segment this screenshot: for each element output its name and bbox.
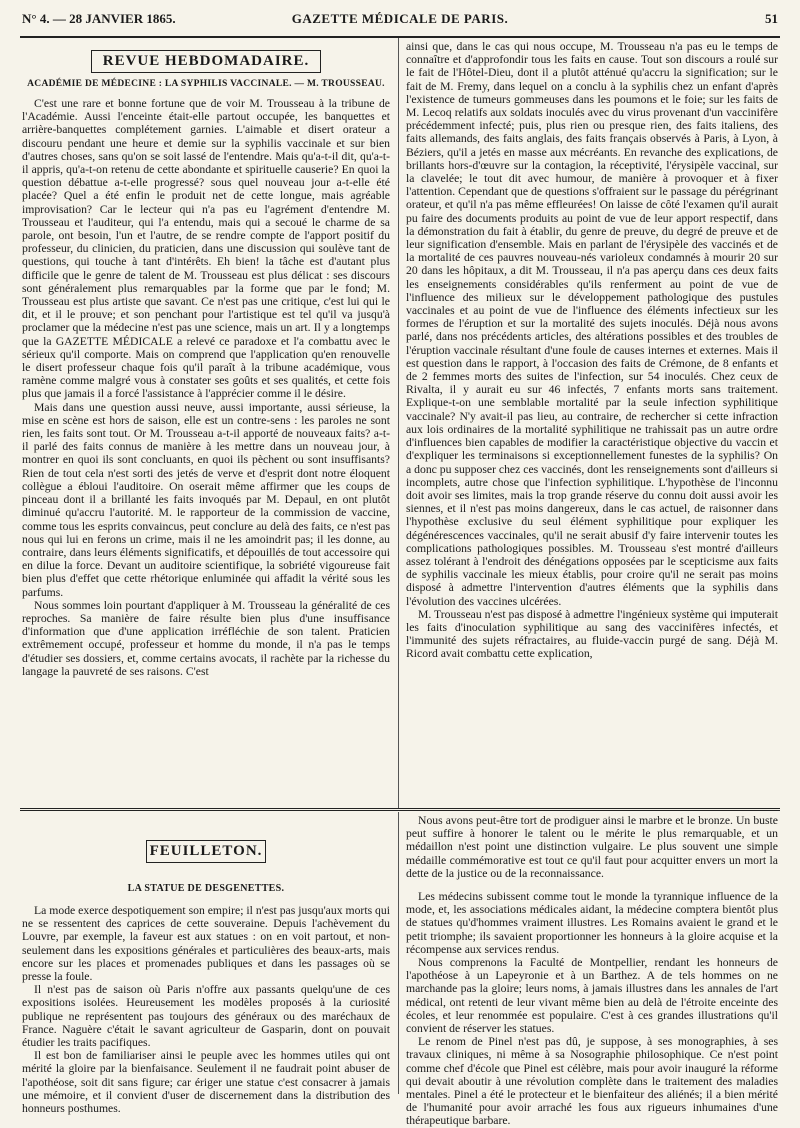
feuilleton-paragraph: Nous comprenons la Faculté de Montpellier, rendant les honneurs de l'apothéose à un Lapeyronie et à un Barthez. A de tels hommes on ne marchande pas la gloire; leurs noms, à jamais illustres dans les annales de l'art médical, ont retenti de leur vivant même bien au delà de l'étroite enceinte des écoles, et leur renommée est populaire. C'est à ces grandes illustrations qu'il convient de réserver les statues. xyxy=(406,956,778,1036)
feuilleton-paragraph: Il n'est pas de saison où Paris n'offre aux passants quelqu'une de ces expositions isolées. Heureusement les modèles proposés à la curiosité publique ne représentent pas toujours des généraux ou des maréchaux de France. Naguère c'était le savant agriculteur de Gasparin, dont on pouvait étudier les traits pacifiques. xyxy=(22,983,390,1050)
feuilleton-paragraph: Nous avons peut-être tort de prodiguer ainsi le marbre et le bronze. Un buste peut suffire à honorer le talent ou le mérite le plus remarquable, et un médaillon n'est point une distinction vulgaire. Le plus souvent une simple médaille commémorative est tout ce qu'il faut pour acquitter envers un mort la dette de la justice ou de la reconnaissance. xyxy=(406,814,778,880)
feuilleton-paragraph: La mode exerce despotiquement son empire; il n'est pas jusqu'aux morts qui ne se ressentent des caprices de cette souveraine. Depuis l'achèvement du Louvre, par exemple, la faveur est aux statues : on en voit partout, et non-seulement dans les expositions générales et particulières des beaux-arts, mais encore sur les places et promenades publiques et dans les passages où se presse la foule. xyxy=(22,904,390,984)
feuilleton-separator-rule xyxy=(20,808,780,811)
revue-paragraph: C'est une rare et bonne fortune que de voir M. Trousseau à la tribune de l'Académie. Aussi l'enceinte était-elle partout occupée, les banquettes et arrière-banquettes complétement garnies. L'aimable et disert orateur a discouru pendant une heure et demie sur la syphilis vaccinale et sur bien d'autres choses, sans qu'on se soit lassé de l'entendre. Mais qu'a-t-il dit, qu'a-t-il appris, qu'a-t-on retenu de cette abondante et spirituelle causerie? En quoi la question débattue a-t-elle progressé? sous quel nouveau jour a-t-elle été placée? Quel a été enfin le produit net de cette longue, mais agréable improvisation? Car le lecteur qui n'a pas eu l'agrément d'entendre M. Trousseau et l'auditeur, qui l'a entendu, mais qui a secoué le charme de sa parole, ont besoin, l'un et l'autre, de se rendre compte de l'apport positif du professeur, du clinicien, du praticien, dans une discussion qui soulève tant de questions, qui touche à tant d'intérêts. Eh bien! la tâche est d'autant plus difficile que le genre de talent de M. Trousseau est plus délicat : ses discours sont généralement plus remarquables par la forme que par le fond; M. Trousseau est plus artiste que savant. Ce n'est pas une critique, c'est lui qui le dit, et il le prouve; et son penchant pour l'artistique est tel qu'il va jusqu'à proclamer que la médecine n'est pas une science, mais un art. Il y a longtemps que la GAZETTE MÉDICALE a relevé ce paradoxe et l'a combattu avec le sérieux qu'il comporte. Mais on comprend que l'application qu'en renouvelle le disert professeur chaque fois qu'il paraît à la tribune académique, vous ramène comme malgré vous à constater ses goûts et ses qualités, et cette fois plus que jamais il a forcé l'assistance à l'apprécier comme il le désire. xyxy=(22,97,390,401)
feuilleton-column-right xyxy=(406,814,778,1128)
revue-paragraph: Mais dans une question aussi neuve, aussi importante, aussi sérieuse, la mise en scène est hors de saison, elle est un contre-sens : les paroles ne sont rien, les faits sont tout. Or M. Trousseau a-t-il apporté de nouveaux faits? a-t-il parlé des faits connus de manière à les mettre dans un nouveau jour, à montrer en quoi ils sont concluants, en quoi ils pèchent ou sont insuffisants? Rien de tout cela n'est sorti des jetés de verve et d'esprit dont notre éloquent collègue a ébloui l'auditoire. On oserait même affirmer que les coups de pinceau dont il a brillanté les faits invoqués par M. Depaul, en ont plutôt diminué qu'accru l'autorité. M. le rapporteur de la commission de vaccine, comme tous les esprits convaincus, peut conclure au delà des faits, ce n'est pas nous qui lui en ferons un crime, mais il ne les amoindrit pas; il les donne, au contraire, dans leurs éléments significatifs, et dépouillés de tout accessoire qui en dilue la force. Devant un auditoire scientifique, la sobriété vigoureuse fait bien plus d'effet que cette rhétorique enluminée qui affadit la vérité sous les parfums. xyxy=(22,400,390,599)
feuilleton-paragraph: Il est bon de familiariser ainsi le peuple avec les hommes utiles qui ont mérité la gloire par la bienfaisance. Seulement il ne faudrait point abuser de l'apothéose, soit dit sans figure; car ériger une statue c'est consacrer à jamais une mémoire, et il convient d'user de discernement dans la distribution des honneurs posthumes. xyxy=(22,1049,390,1116)
column-divider-top xyxy=(398,38,399,808)
revue-title: REVUE HEBDOMADAIRE. xyxy=(91,50,321,73)
feuilleton-title: FEUILLETON. xyxy=(146,840,266,863)
feuilleton-paragraph: Le renom de Pinel n'est pas dû, je suppose, à ses monographies, à ses travaux cliniques, ni même à sa Nosographie philosophique. Ce n'est point comme chef d'école que Pinel est célèbre, mais pour avoir inauguré la réforme qui devait aboutir à une révolution complète dans le traitement des maladies mentales. Pinel a été le protecteur et le bienfaiteur des aliénés; il a bien mérité de l'humanité pour avoir arraché les fous aux rigueurs inhumaines d'une thérapeutique barbare. xyxy=(406,1035,778,1128)
page-header xyxy=(22,6,778,32)
revue-subheading: ACADÉMIE DE MÉDECINE : LA SYPHILIS VACCINALE. — M. TROUSSEAU. xyxy=(27,79,385,89)
feuilleton-heading: LA STATUE DE DESGENETTES. xyxy=(127,883,285,894)
revue-column-left xyxy=(22,40,390,804)
header-rule xyxy=(20,36,780,38)
revue-paragraph: Nous sommes loin pourtant d'appliquer à M. Trousseau la généralité de ces reproches. Sa manière de faire résulte bien plus d'une insuffisance d'information que d'une application irréfléchie de son talent. Praticien extrêmement occupé, professeur et homme du monde, il n'a pas le temps d'étudier ses dossiers, et, comme certains avocats, il rachète par la richesse du langage la pauvreté de ses raisons. C'est xyxy=(22,598,390,678)
revue-paragraph: ainsi que, dans le cas qui nous occupe, M. Trousseau n'a pas eu le temps de connaître et d'approfondir tous les faits en cause. Tout son discours a roulé sur le fait de l'Hôtel-Dieu, dont il a plutôt atténué qu'accru la signification; sur le fait de M. Fremy, dans lequel on a conclu à la syphilis chez un enfant d'après l'existence de tumeurs gommeuses dans les poumons et le foie; sur les faits de M. Lecoq relatifs aux soldats inoculés avec du virus provenant d'un vaccinifère précédemment infecté; puis, plus rien ou presque rien, des faits italiens, des faits allemands, des faits anglais, des faits français observés à Paris, à Lyon, à Béziers, qu'il a jetés en masse aux mécréants. En revanche des explications, de brillants hors-d'œuvre sur la contagion, la réceptivité, l'érysipèle vaccinal, sur la clavelée; le tout dit avec humour, de manière à provoquer et à fixer l'attention. Cependant que de questions s'offraient sur le passage du pérégrinant orateur, et qu'il n'a pas même effleurées! On laisse de côté l'examen qu'il aurait pu faire des documents produits au point de vue de leur apport respectif, dans la démonstration du fait à établir, du genre de preuve, du degré de preuve et de leur signification d'ensemble. Mais en parlant de l'érysipèle des vaccinés et de la mortalité de ces pauvres nouveau-nés varioleux condamnés à mourir 20 sur 20 dans les hôpitaux, a dit M. Trousseau, il n'a pas aperçu dans ces deux faits les enseignements considérables qu'ils renferment au point de vue de l'influence des milieux sur le développement pathologique des pustules vaccinales et au point de vue de l'influence des éléments infectieux sur les formes de l'éruption et sur la mortalité des sujets inoculés. Déjà nous avons parlé, dans nos précédents articles, des altérations possibles et des troubles de l'éruption vaccinale résultant d'une foule de causes internes et externes. Mais il est question dans le rapport, à l'occasion des faits de Crémone, de 8 enfants et de 2 femmes morts des suites de l'infection, sur 54 inoculés. Chez ceux de Rivalta, il y aurait eu sur 46 infectés, 7 enfants morts sans traitement. Explique-t-on une semblable mortalité par la seule infection syphilitique vaccinale? N'y avait-il pas lieu, au contraire, de rechercher si cette infraction aux lois ordinaires de la mortalité syphilitique ne trahissait pas un autre ordre d'influences bien capables de modifier la caractéristique objective du vaccin et d'expliquer les terminaisons si exceptionnellement funestes de la syphilis? On a donc pu supposer chez ces vaccinés, dont les renseignements sont d'ailleurs si incomplets, autre chose que l'infection syphilitique. L'hypothèse de l'inconnu doit avoir ses limites, mais la trop grande réserve du connu doit aussi avoir les siennes, et il n'est pas moins dangereux, dans le cas actuel, de raisonner dans l'hypothèse exclusive du seul élément syphilitique pour expliquer les dégénérescences vaccinales, qu'il ne serait abusif d'y faire intervenir toutes les complications pathologiques possibles. M. Trousseau s'est montré d'ailleurs assez tolérant à l'endroit des dénégations opposées par le scepticisme aux faits de syphilis vaccinale les mieux établis, pour croire qu'il ne serait pas moins disposé à admettre l'intervention d'autres éléments que la syphilis dans l'évolution des vaccines ulcérées. xyxy=(406,40,778,608)
column-divider-bottom xyxy=(398,812,399,1094)
page-number: 51 xyxy=(765,11,778,26)
feuilleton-column-left xyxy=(22,814,390,1116)
feuilleton-paragraph: Les médecins subissent comme tout le monde la tyrannique influence de la mode, et, les associations médicales aidant, la médecine comptera bientôt plus de statues qu'd'hommes vraiment illustres. Les Romains avaient le grand et le petit triomphe; ils savaient proportionner les honneurs à la gloire acquise et la récompense aux services rendus. xyxy=(406,890,778,956)
revue-column-right xyxy=(406,40,778,804)
journal-name: GAZETTE MÉDICALE DE PARIS. xyxy=(291,11,509,26)
issue-date: N° 4. — 28 JANVIER 1865. xyxy=(22,11,176,26)
revue-paragraph: M. Trousseau n'est pas disposé à admettre l'ingénieux système qui imputerait les faits d'inoculation syphilitique au sang des vaccinifères infectés, et l'immunité des sujets réfractaires, au fluide-vaccin purgé de sang. Déjà M. Ricord avait combattu cette explication, xyxy=(406,607,778,661)
